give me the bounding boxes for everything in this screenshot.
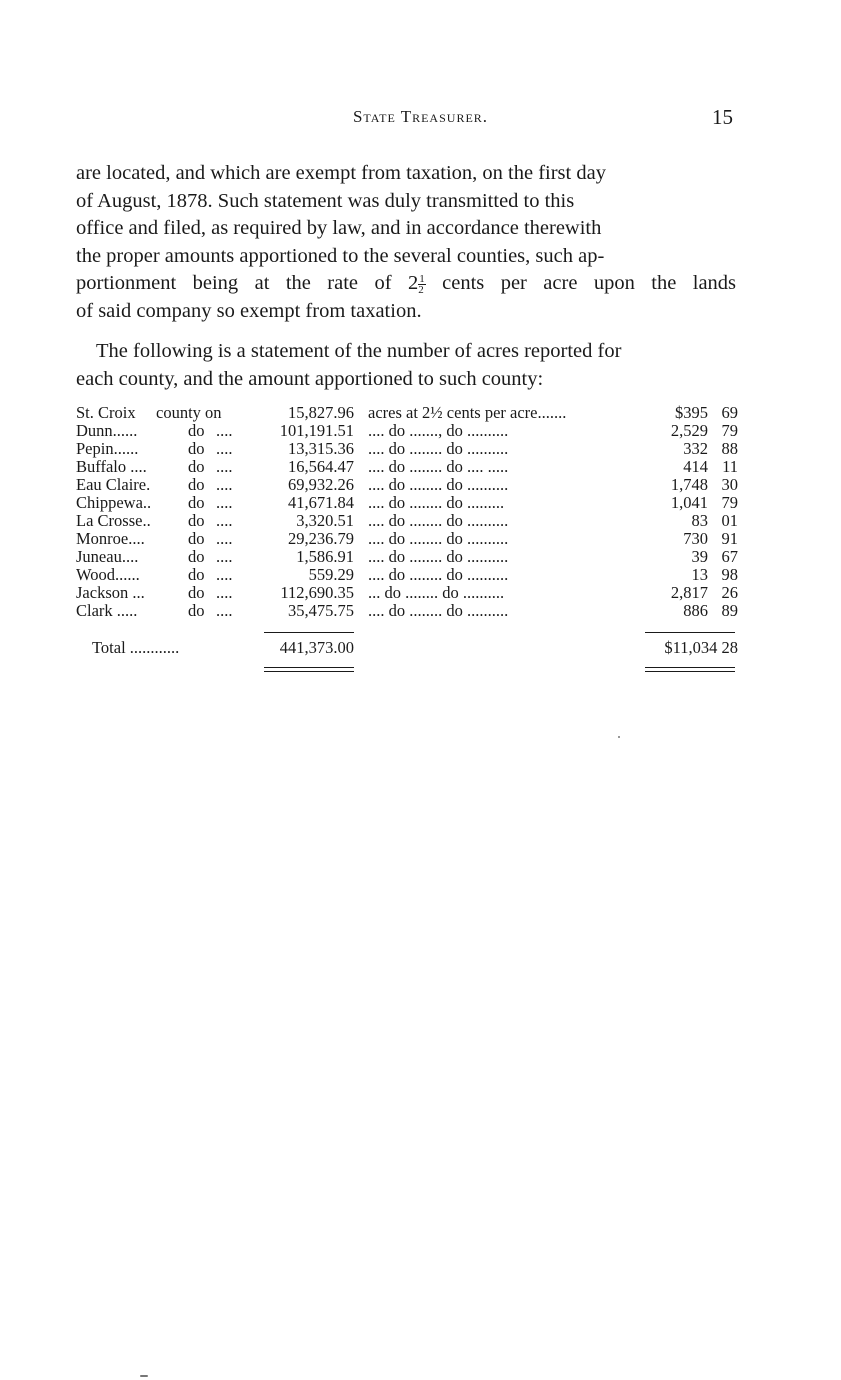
amount-dollars: 1,748 xyxy=(670,475,708,494)
do-label: do xyxy=(188,511,205,530)
table-row xyxy=(76,422,738,440)
acres-value: 559.29 xyxy=(308,565,354,584)
paper-speck xyxy=(140,1375,148,1377)
amount-dollars: 83 xyxy=(691,511,708,530)
amount-cents: 69 xyxy=(721,403,738,422)
amount-cents: 88 xyxy=(721,439,738,458)
amount-dollars: 730 xyxy=(683,529,708,548)
text-line xyxy=(76,270,736,298)
acres-value: 41,671.84 xyxy=(288,493,354,512)
table-row xyxy=(76,440,738,458)
amount-cents: 91 xyxy=(721,529,738,548)
acres-subtotal-rule xyxy=(264,632,354,633)
amount-subtotal-rule xyxy=(645,632,735,633)
text-line: office and filed, as required by law, and in accordance therewith xyxy=(76,217,602,240)
total-amount: $11,034 28 xyxy=(664,638,738,657)
leader-dots: .... xyxy=(216,583,233,602)
do-label: do xyxy=(188,583,205,602)
amount-dollars: $395 xyxy=(675,403,708,422)
table-row xyxy=(76,476,738,494)
text-line xyxy=(76,338,736,366)
amount-cents: 11 xyxy=(722,457,738,476)
county-name: Wood...... xyxy=(76,565,140,584)
fraction-two-and-half xyxy=(407,272,426,297)
leader-dots: .... xyxy=(216,457,233,476)
amount-dollars: 2,817 xyxy=(670,583,708,602)
rate-description: .... do ........ do .......... xyxy=(368,511,509,530)
county-name: St. Croix xyxy=(76,403,136,422)
county-on-label: county on xyxy=(156,403,222,422)
amount-dollars: 13 xyxy=(691,565,708,584)
acres-value: 15,827.96 xyxy=(288,403,354,422)
table-row xyxy=(76,404,738,422)
text-fragment: The following is a statement of the number of acres reported for xyxy=(96,340,622,362)
acres-value: 1,586.91 xyxy=(296,547,354,566)
apportionment-table xyxy=(76,404,738,620)
acres-value: 13,315.36 xyxy=(288,439,354,458)
county-name: Eau Claire. xyxy=(76,475,151,494)
acres-value: 35,475.75 xyxy=(288,601,354,620)
text-fragment: portionment being at the rate of xyxy=(76,272,392,295)
paragraph-1 xyxy=(76,160,736,326)
county-name: La Crosse.. xyxy=(76,511,151,530)
rate-description: .... do ......., do .......... xyxy=(368,421,509,440)
text-line: the proper amounts apportioned to the several counties, such ap- xyxy=(76,244,605,267)
do-label: do xyxy=(188,547,205,566)
paragraph-2 xyxy=(76,338,736,393)
do-label: do xyxy=(188,421,205,440)
leader-dots: .... xyxy=(216,547,233,566)
amount-cents: 26 xyxy=(721,583,738,602)
amount-cents: 01 xyxy=(721,511,738,530)
amount-total-double-rule xyxy=(645,667,735,672)
page-number: 15 xyxy=(712,105,733,129)
rate-description: .... do ........ do .......... xyxy=(368,439,509,458)
rate-description: .... do ........ do .......... xyxy=(368,475,509,494)
leader-dots: .... xyxy=(216,565,233,584)
rate-description: acres at 2½ cents per acre....... xyxy=(368,403,567,422)
amount-dollars: 332 xyxy=(683,439,708,458)
county-name: Juneau.... xyxy=(76,547,139,566)
text-fragment: cents per acre upon the lands xyxy=(442,272,737,295)
do-label: do xyxy=(188,457,205,476)
leader-dots: .... xyxy=(216,475,233,494)
acres-total-double-rule xyxy=(264,667,354,672)
county-name: Dunn...... xyxy=(76,421,138,440)
amount-cents: 67 xyxy=(721,547,738,566)
county-name: Chippewa.. xyxy=(76,493,152,512)
leader-dots: .... xyxy=(216,511,233,530)
leader-dots: .... xyxy=(216,529,233,548)
fraction-denominator: 2 xyxy=(418,284,424,297)
table-row xyxy=(76,458,738,476)
rate-description: ... do ........ do .......... xyxy=(368,583,505,602)
table-row xyxy=(76,512,738,530)
acres-value: 3,320.51 xyxy=(296,511,354,530)
acres-value: 16,564.47 xyxy=(288,457,354,476)
do-label: do xyxy=(188,601,205,620)
amount-dollars: 2,529 xyxy=(670,421,708,440)
leader-dots: .... xyxy=(216,493,233,512)
amount-cents: 30 xyxy=(721,475,738,494)
rate-description: .... do ........ do .......... xyxy=(368,547,509,566)
do-label: do xyxy=(188,439,205,458)
rate-description: .... do ........ do .... ..... xyxy=(368,457,509,476)
rate-description: .... do ........ do .......... xyxy=(368,601,509,620)
text-line: each county, and the amount apportioned to such county: xyxy=(76,367,544,390)
amount-dollars: 39 xyxy=(691,547,708,566)
county-name: Pepin...... xyxy=(76,439,139,458)
fraction-whole: 2 xyxy=(407,272,419,295)
rate-description: .... do ........ do ......... xyxy=(368,493,505,512)
text-line: are located, and which are exempt from taxation, on the first day xyxy=(76,162,606,184)
county-name: Clark ..... xyxy=(76,601,138,620)
amount-cents: 79 xyxy=(721,421,738,440)
do-label: do xyxy=(188,475,205,494)
acres-value: 29,236.79 xyxy=(288,529,354,548)
fraction-numerator: 1 xyxy=(419,273,425,286)
table-row xyxy=(76,548,738,566)
leader-dots: .... xyxy=(216,421,233,440)
total-row xyxy=(76,638,738,658)
table-row xyxy=(76,584,738,602)
county-name: Buffalo .... xyxy=(76,457,147,476)
total-acres: 441,373.00 xyxy=(279,638,354,657)
table-row xyxy=(76,530,738,548)
do-label: do xyxy=(188,529,205,548)
county-name: Monroe.... xyxy=(76,529,145,548)
leader-dots: .... xyxy=(216,601,233,620)
table-row xyxy=(76,602,738,620)
text-line: of August, 1878. Such statement was duly transmitted to this xyxy=(76,189,575,212)
county-name: Jackson ... xyxy=(76,583,145,602)
table-row xyxy=(76,566,738,584)
acres-value: 112,690.35 xyxy=(280,583,354,602)
do-label: do xyxy=(188,565,205,584)
amount-cents: 98 xyxy=(721,565,738,584)
amount-dollars: 1,041 xyxy=(670,493,708,512)
rate-description: .... do ........ do .......... xyxy=(368,565,509,584)
amount-dollars: 886 xyxy=(683,601,708,620)
paper-speck xyxy=(618,736,620,738)
acres-value: 69,932.26 xyxy=(288,475,354,494)
leader-dots: .... xyxy=(216,439,233,458)
do-label: do xyxy=(188,493,205,512)
amount-dollars: 414 xyxy=(683,457,708,476)
amount-cents: 79 xyxy=(721,493,738,512)
amount-cents: 89 xyxy=(721,601,738,620)
acres-value: 101,191.51 xyxy=(279,421,354,440)
total-label: Total ............ xyxy=(92,638,180,657)
running-head xyxy=(0,107,841,131)
text-line: of said company so exempt from taxation. xyxy=(76,299,422,322)
running-title: State Treasurer. xyxy=(352,107,489,126)
table-row xyxy=(76,494,738,512)
rate-description: .... do ........ do .......... xyxy=(368,529,509,548)
